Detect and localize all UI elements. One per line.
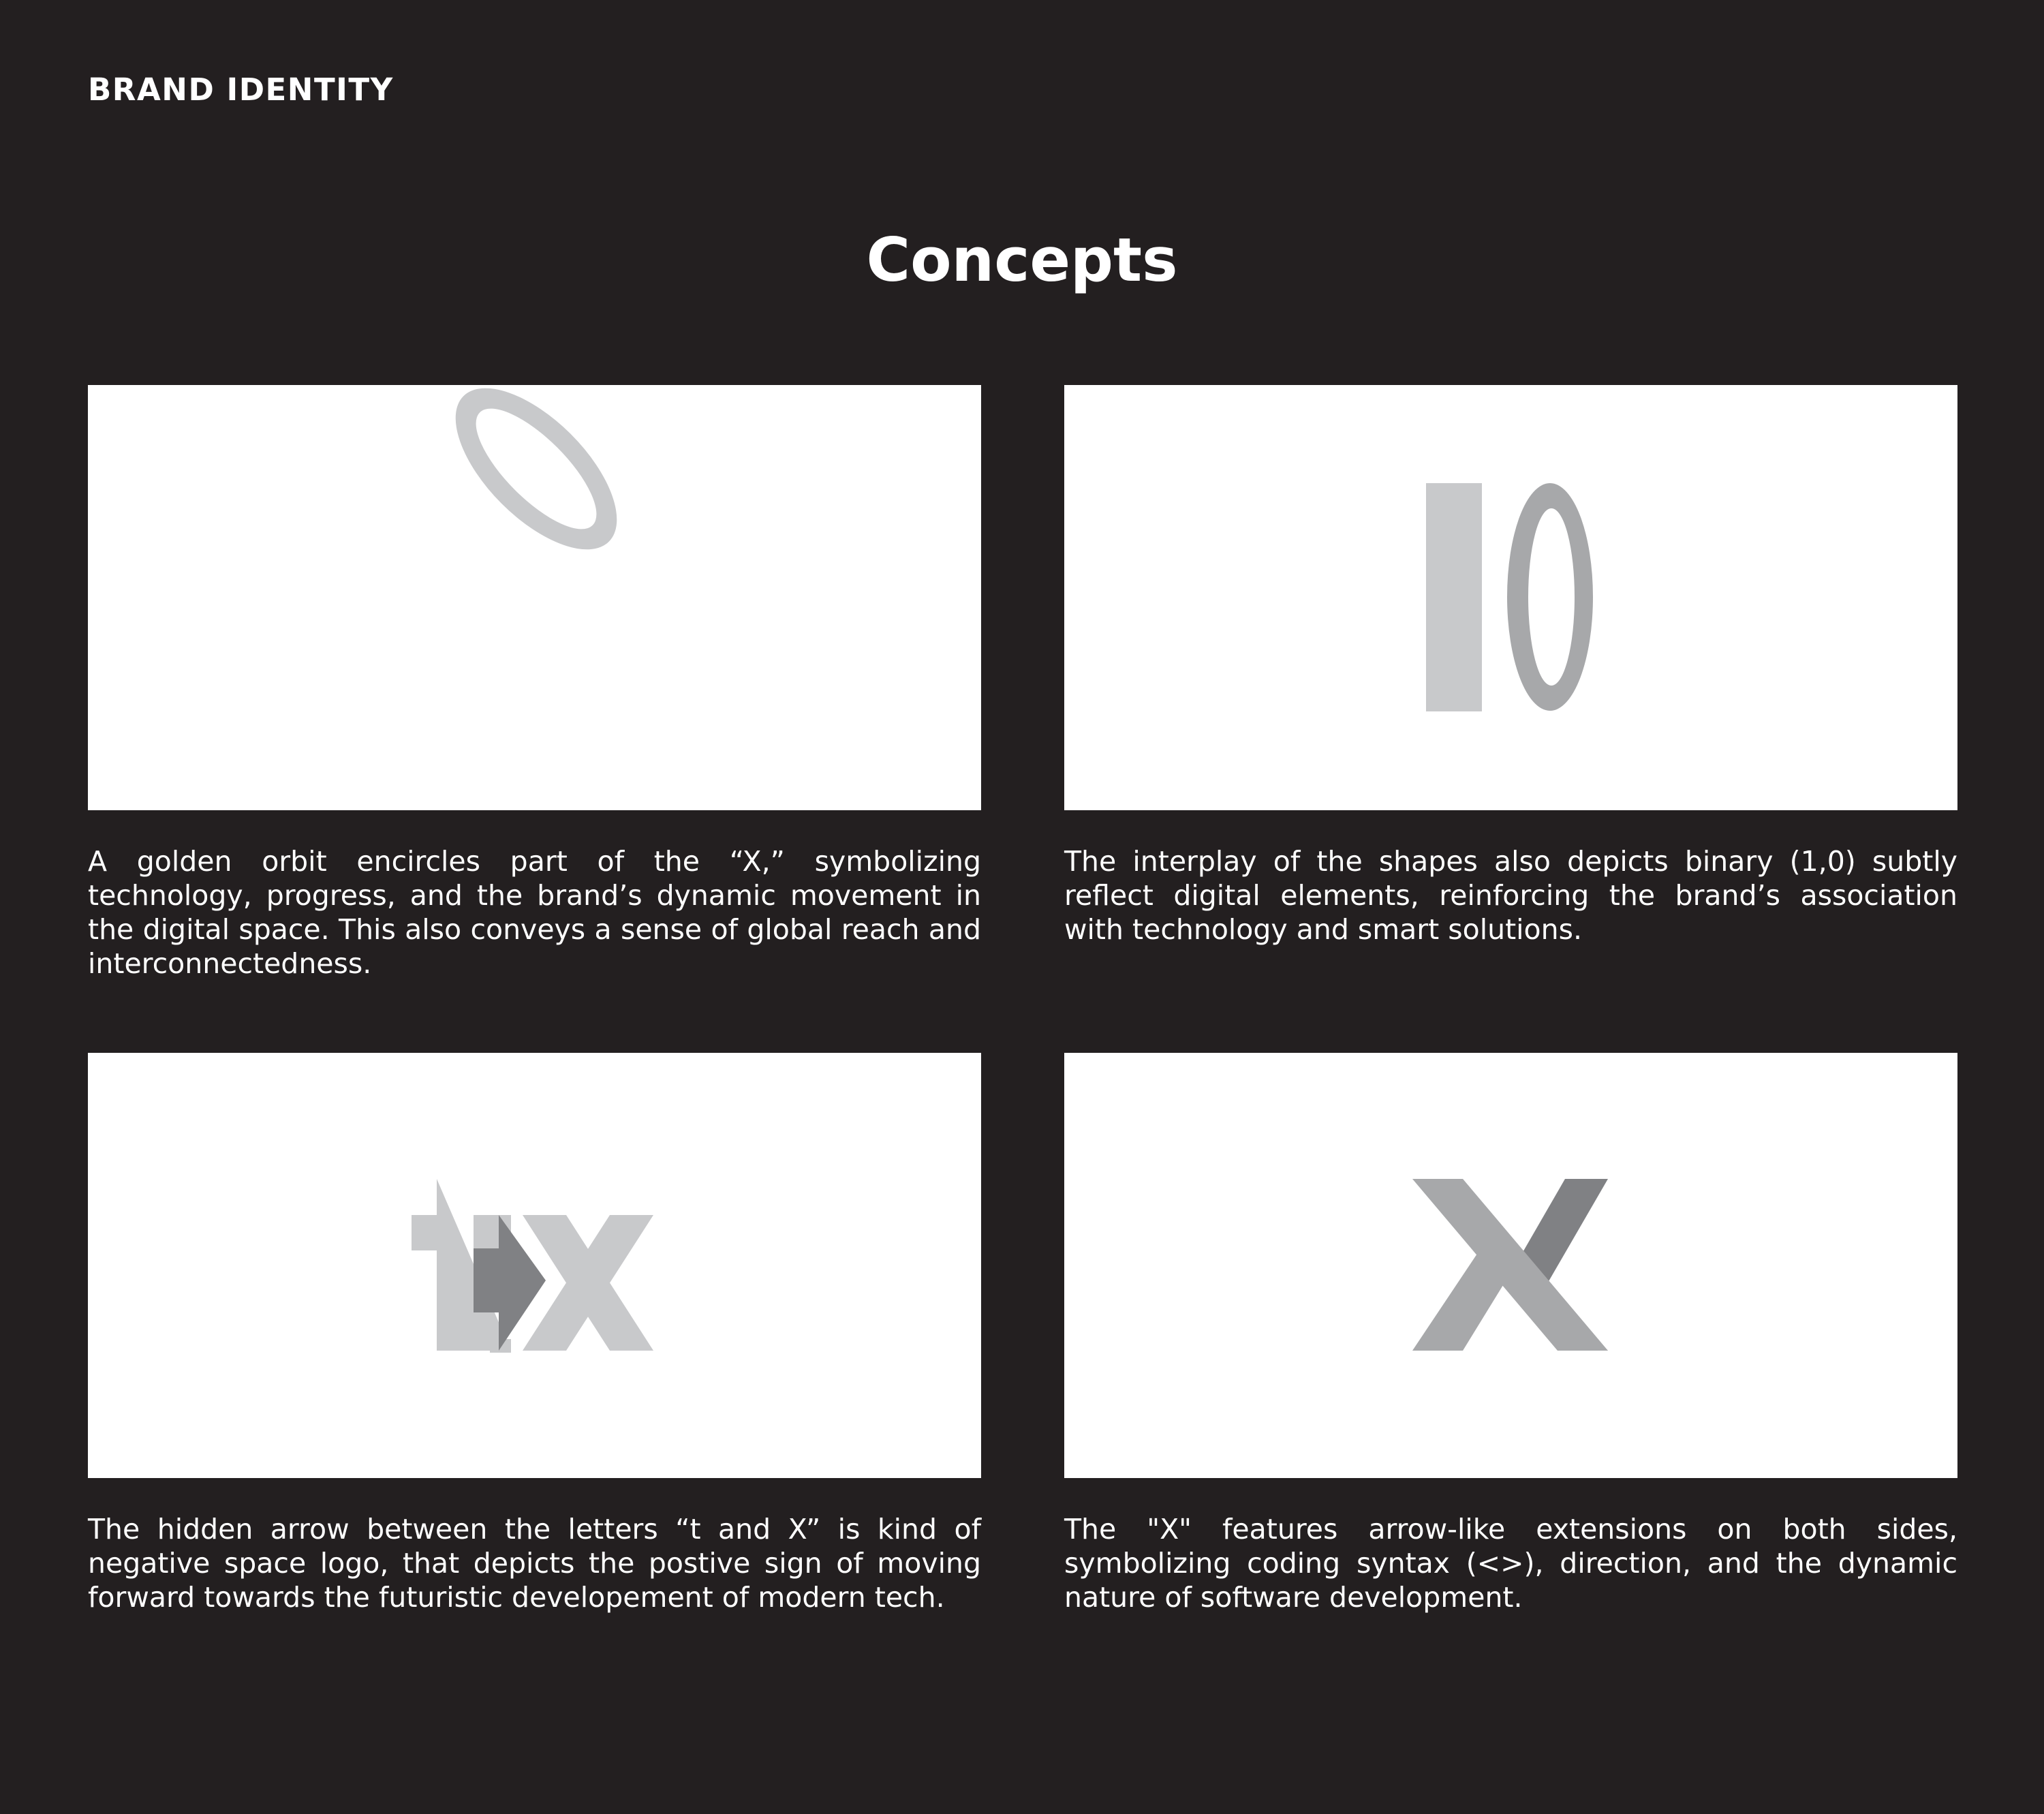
tx-arrow-icon xyxy=(88,1053,981,1478)
concept-description-tx: The hidden arrow between the letters “t and X” is kind of negative space logo, that depicts the postive sign of moving forward towards the futuristic developement of modern tech. xyxy=(88,1513,981,1614)
orbit-ring-icon xyxy=(88,385,981,810)
concept-card-orbit xyxy=(88,385,981,810)
concept-card-binary xyxy=(1064,385,1957,810)
concept-description-orbit: A golden orbit encircles part of the “X,” symbolizing technology, progress, and the brand’s dynamic movement in the digital space. This also conveys a sense of global reach and interconnectedness. xyxy=(88,845,981,980)
brand-identity-label: BRAND IDENTITY xyxy=(88,72,394,108)
x-mark-icon xyxy=(1064,1053,1957,1478)
concept-card-x xyxy=(1064,1053,1957,1478)
concept-card-tx xyxy=(88,1053,981,1478)
concept-description-binary: The interplay of the shapes also depicts binary (1,0) subtly reflect digital elements, reinforcing the brand’s association with technology and smart solutions. xyxy=(1064,845,1957,946)
concept-description-x: The "X" features arrow-like extensions on both sides, symbolizing coding syntax (<>), direction, and the dynamic nature of software development. xyxy=(1064,1513,1957,1614)
binary-one-zero-icon xyxy=(1064,385,1957,810)
page-title: Concepts xyxy=(866,225,1178,295)
